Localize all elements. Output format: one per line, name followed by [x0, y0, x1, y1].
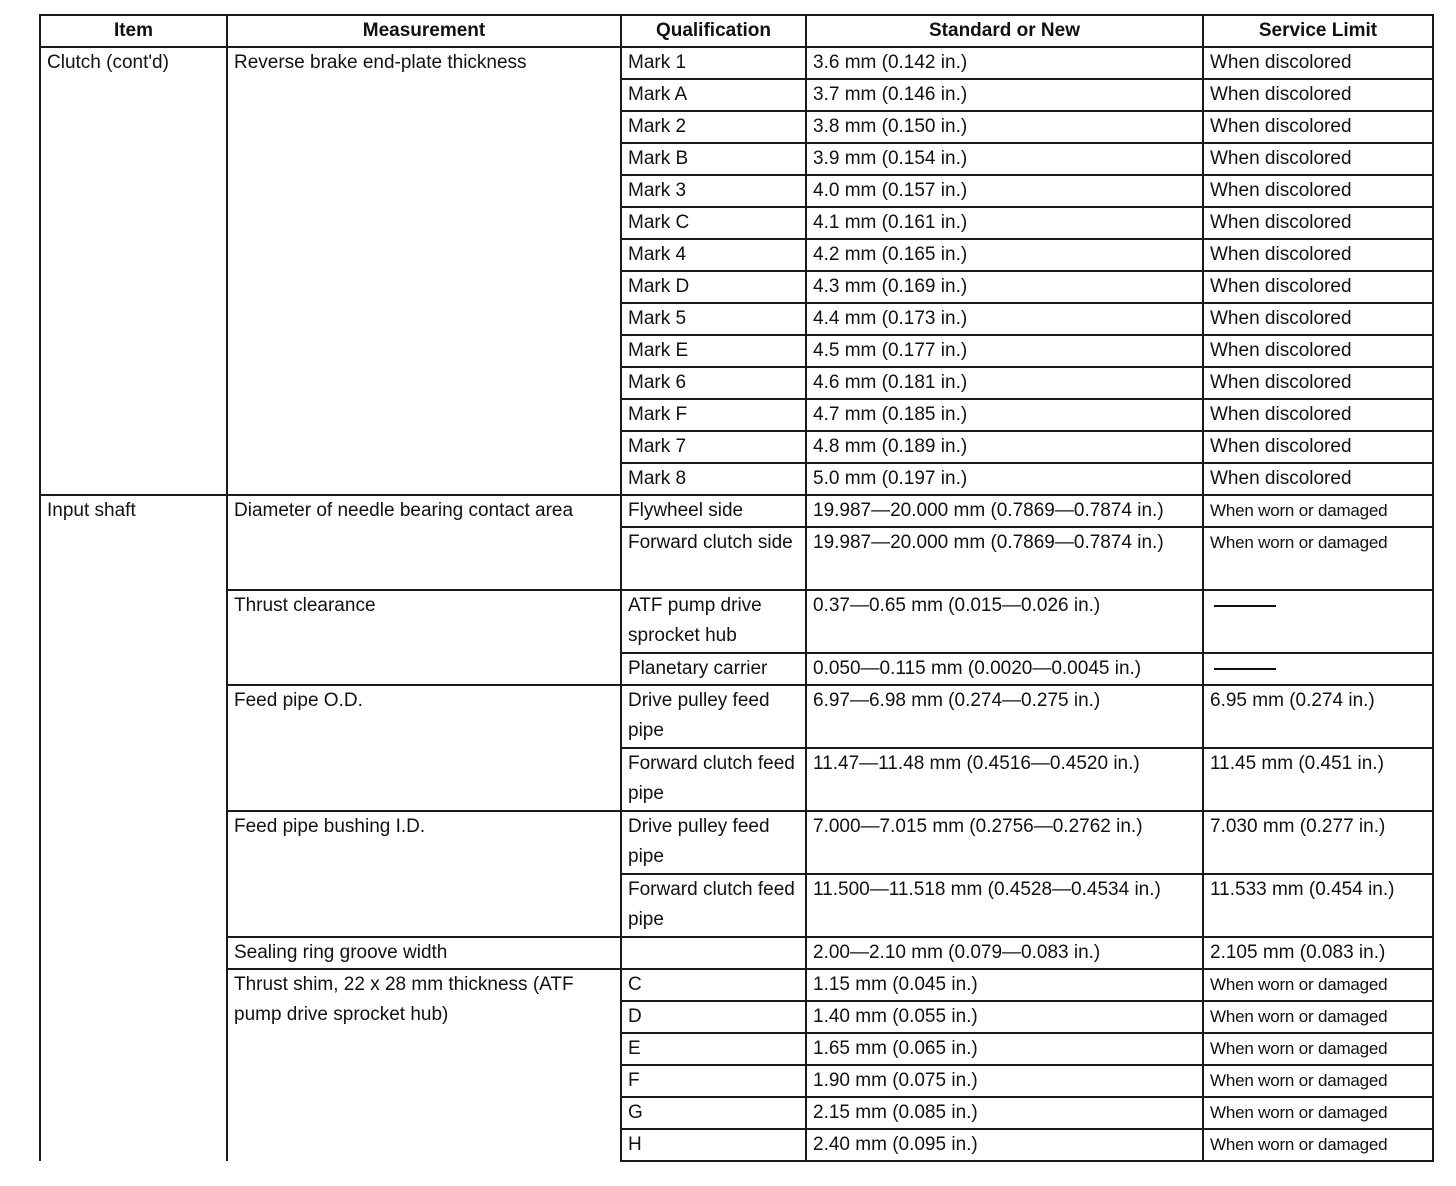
limit-cell: When worn or damaged: [1203, 527, 1433, 590]
limit-cell: When discolored: [1203, 111, 1433, 143]
limit-cell: 2.105 mm (0.083 in.): [1203, 937, 1433, 969]
service-spec-table: [39, 14, 1434, 1162]
qualification-cell: Mark 7: [621, 431, 806, 463]
standard-cell: 11.47—11.48 mm (0.4516—0.4520 in.): [806, 748, 1203, 811]
dash-mark: [1214, 605, 1276, 607]
standard-cell: 2.40 mm (0.095 in.): [806, 1129, 1203, 1161]
standard-cell: 4.1 mm (0.161 in.): [806, 207, 1203, 239]
qualification-cell: F: [621, 1065, 806, 1097]
measurement-cell: Feed pipe bushing I.D.: [227, 811, 621, 937]
standard-cell: 3.8 mm (0.150 in.): [806, 111, 1203, 143]
standard-cell: 19.987—20.000 mm (0.7869—0.7874 in.): [806, 527, 1203, 590]
qualification-cell: Mark 3: [621, 175, 806, 207]
header-item: Item: [40, 15, 227, 47]
limit-cell: 7.030 mm (0.277 in.): [1203, 811, 1433, 874]
item-cell-clutch: Clutch (cont'd): [40, 47, 227, 495]
qualification-cell: Mark B: [621, 143, 806, 175]
limit-cell: When worn or damaged: [1203, 969, 1433, 1001]
limit-cell: When discolored: [1203, 207, 1433, 239]
limit-cell: When discolored: [1203, 271, 1433, 303]
limit-cell: When discolored: [1203, 79, 1433, 111]
limit-cell: When discolored: [1203, 175, 1433, 207]
limit-cell: When worn or damaged: [1203, 1033, 1433, 1065]
limit-cell: When discolored: [1203, 463, 1433, 495]
qualification-cell: Drive pulley feed pipe: [621, 811, 806, 874]
qualification-cell: Mark 5: [621, 303, 806, 335]
standard-cell: 5.0 mm (0.197 in.): [806, 463, 1203, 495]
standard-cell: 19.987—20.000 mm (0.7869—0.7874 in.): [806, 495, 1203, 527]
table-row: [40, 47, 1433, 79]
limit-cell: When discolored: [1203, 431, 1433, 463]
item-cell-input-shaft: Input shaft: [40, 495, 227, 1161]
qualification-cell: Mark C: [621, 207, 806, 239]
qualification-cell: E: [621, 1033, 806, 1065]
limit-cell: When discolored: [1203, 303, 1433, 335]
standard-cell: 4.3 mm (0.169 in.): [806, 271, 1203, 303]
measurement-cell: Sealing ring groove width: [227, 937, 621, 969]
dash-mark: [1214, 668, 1276, 670]
qualification-cell: Mark D: [621, 271, 806, 303]
standard-cell: 3.6 mm (0.142 in.): [806, 47, 1203, 79]
qualification-cell: H: [621, 1129, 806, 1161]
qualification-cell: Mark 4: [621, 239, 806, 271]
limit-cell: [1203, 653, 1433, 685]
qualification-cell: Forward clutch feed pipe: [621, 748, 806, 811]
standard-cell: 3.9 mm (0.154 in.): [806, 143, 1203, 175]
qualification-cell: Drive pulley feed pipe: [621, 685, 806, 748]
qualification-cell: Forward clutch side: [621, 527, 806, 590]
qualification-cell: Planetary carrier: [621, 653, 806, 685]
standard-cell: 1.90 mm (0.075 in.): [806, 1065, 1203, 1097]
measurement-cell: Feed pipe O.D.: [227, 685, 621, 811]
table-row: [40, 590, 1433, 653]
table-row: [40, 685, 1433, 748]
qualification-cell: Mark 1: [621, 47, 806, 79]
standard-cell: 11.500—11.518 mm (0.4528—0.4534 in.): [806, 874, 1203, 937]
standard-cell: 0.050—0.115 mm (0.0020—0.0045 in.): [806, 653, 1203, 685]
limit-cell: When worn or damaged: [1203, 1129, 1433, 1161]
standard-cell: 3.7 mm (0.146 in.): [806, 79, 1203, 111]
qualification-cell: C: [621, 969, 806, 1001]
limit-cell: When worn or damaged: [1203, 1097, 1433, 1129]
limit-cell: [1203, 590, 1433, 653]
standard-cell: 1.15 mm (0.045 in.): [806, 969, 1203, 1001]
qualification-cell: Mark 8: [621, 463, 806, 495]
header-service-limit: Service Limit: [1203, 15, 1433, 47]
qualification-cell: D: [621, 1001, 806, 1033]
limit-cell: 11.45 mm (0.451 in.): [1203, 748, 1433, 811]
qualification-cell: Forward clutch feed pipe: [621, 874, 806, 937]
qualification-cell: Flywheel side: [621, 495, 806, 527]
standard-cell: 1.40 mm (0.055 in.): [806, 1001, 1203, 1033]
limit-cell: When discolored: [1203, 239, 1433, 271]
standard-cell: 4.0 mm (0.157 in.): [806, 175, 1203, 207]
header-measurement: Measurement: [227, 15, 621, 47]
limit-cell: When worn or damaged: [1203, 495, 1433, 527]
limit-cell: 6.95 mm (0.274 in.): [1203, 685, 1433, 748]
qualification-cell: Mark 2: [621, 111, 806, 143]
standard-cell: 2.15 mm (0.085 in.): [806, 1097, 1203, 1129]
table-row: [40, 937, 1433, 969]
limit-cell: When discolored: [1203, 399, 1433, 431]
standard-cell: 4.7 mm (0.185 in.): [806, 399, 1203, 431]
standard-cell: 4.5 mm (0.177 in.): [806, 335, 1203, 367]
table-row: [40, 495, 1433, 527]
standard-cell: 1.65 mm (0.065 in.): [806, 1033, 1203, 1065]
limit-cell: When discolored: [1203, 143, 1433, 175]
limit-cell: When discolored: [1203, 335, 1433, 367]
standard-cell: 7.000—7.015 mm (0.2756—0.2762 in.): [806, 811, 1203, 874]
limit-cell: 11.533 mm (0.454 in.): [1203, 874, 1433, 937]
qualification-cell: Mark 6: [621, 367, 806, 399]
limit-cell: When worn or damaged: [1203, 1001, 1433, 1033]
table-row: [40, 969, 1433, 1001]
measurement-cell: Thrust shim, 22 x 28 mm thickness (ATF pump drive sprocket hub): [227, 969, 621, 1161]
standard-cell: 6.97—6.98 mm (0.274—0.275 in.): [806, 685, 1203, 748]
limit-cell: When discolored: [1203, 47, 1433, 79]
standard-cell: 0.37—0.65 mm (0.015—0.026 in.): [806, 590, 1203, 653]
qualification-cell: Mark E: [621, 335, 806, 367]
standard-cell: 4.8 mm (0.189 in.): [806, 431, 1203, 463]
measurement-cell: Thrust clearance: [227, 590, 621, 685]
qualification-cell: Mark A: [621, 79, 806, 111]
limit-cell: When discolored: [1203, 367, 1433, 399]
qualification-cell: ATF pump drive sprocket hub: [621, 590, 806, 653]
limit-cell: When worn or damaged: [1203, 1065, 1433, 1097]
measurement-cell: Reverse brake end-plate thickness: [227, 47, 621, 495]
header-qualification: Qualification: [621, 15, 806, 47]
table-row: [40, 811, 1433, 874]
qualification-cell: Mark F: [621, 399, 806, 431]
qualification-cell: [621, 937, 806, 969]
measurement-cell: Diameter of needle bearing contact area: [227, 495, 621, 590]
header-standard: Standard or New: [806, 15, 1203, 47]
standard-cell: 2.00—2.10 mm (0.079—0.083 in.): [806, 937, 1203, 969]
standard-cell: 4.6 mm (0.181 in.): [806, 367, 1203, 399]
qualification-cell: G: [621, 1097, 806, 1129]
standard-cell: 4.2 mm (0.165 in.): [806, 239, 1203, 271]
standard-cell: 4.4 mm (0.173 in.): [806, 303, 1203, 335]
header-row: [40, 15, 1433, 47]
